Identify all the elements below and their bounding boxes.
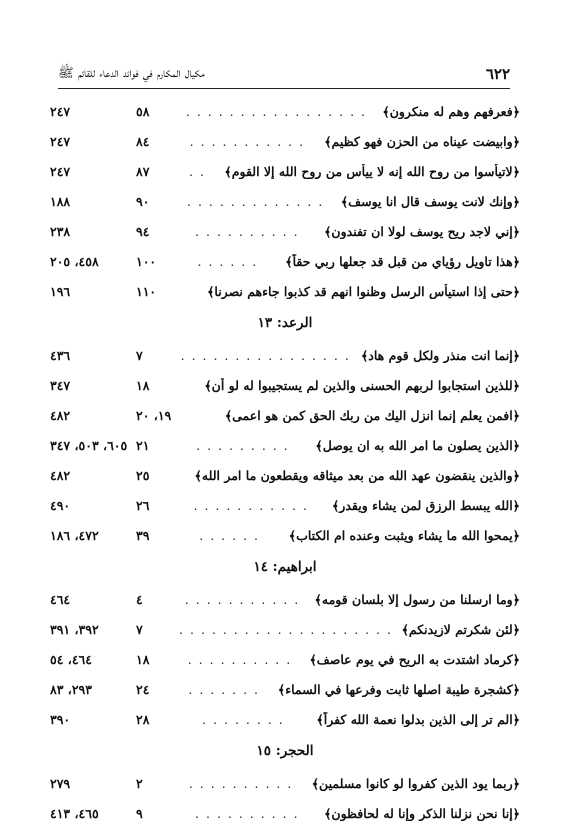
index-row xyxy=(50,370,520,400)
index-row xyxy=(50,246,520,276)
index-row xyxy=(50,768,520,798)
verse-entry xyxy=(136,776,520,791)
page-references: ٣٤٧ xyxy=(50,377,71,393)
verse-text: ﴿الذين يصلون ما امر الله به ان يوصل﴾ xyxy=(315,437,520,453)
verse-number: ١١٠ xyxy=(136,283,157,299)
verse-text: ﴿يمحوا الله ما يشاء ويثبت وعنده ام الكتاب﴾ xyxy=(288,527,520,543)
leader-dots: . . . . . . . . xyxy=(202,711,285,727)
verse-number: ٩٠ xyxy=(136,193,150,209)
page-references: ٢٧٩ xyxy=(50,775,71,791)
page-references: ٢٤٧ xyxy=(50,103,71,119)
page-references: ٤٦٤ xyxy=(50,591,71,607)
index-row xyxy=(50,520,520,550)
leader-dots: . . . . . . . . . . . xyxy=(184,591,300,607)
verse-entry xyxy=(136,378,520,393)
index-row xyxy=(50,614,520,644)
verse-number: ١٩، ٢٠ xyxy=(136,407,172,423)
index-row xyxy=(50,644,520,674)
leader-dots: . . . . . . . . . . . . . xyxy=(187,193,324,209)
leader-dots: . . . . . . xyxy=(199,527,260,543)
verse-entry xyxy=(136,284,520,299)
verse-entry xyxy=(136,348,520,363)
verse-number: ٢٦ xyxy=(136,497,150,513)
verse-number: ٨٤ xyxy=(136,133,150,149)
leader-dots: . . . . . . . . . . xyxy=(187,651,292,667)
surah-heading: الحجر: ١٥ xyxy=(256,743,314,759)
verse-entry xyxy=(136,104,520,119)
verse-text: ﴿هذا تاويل رؤياي من قبل قد جعلها ربي حقاً﴾ xyxy=(285,253,520,269)
verse-entry xyxy=(136,592,520,607)
verse-text: ﴿حتى إذا استيأس الرسل وظنوا انهم قد كذبوا جاءهم نصرنا﴾ xyxy=(207,283,520,299)
leader-dots: . . . . . . . . . . . . . . . . xyxy=(180,347,351,363)
leader-dots: . . . . . . . . . . xyxy=(195,805,300,821)
index-row xyxy=(50,490,520,520)
page-references: ٤٣٦ xyxy=(50,347,71,363)
page-references: ٤٥٨، ٢٠٥ xyxy=(50,253,99,269)
page-references: ٤٨٢ xyxy=(50,407,71,423)
leader-dots: . . xyxy=(189,163,206,179)
leader-dots: . . . . . . . . . . . . . . . . . . . . xyxy=(179,621,393,637)
verse-entry xyxy=(136,438,520,453)
page-references: ٢٤٧ xyxy=(50,133,71,149)
page-references: ١٩٦ xyxy=(50,283,71,299)
verse-entry xyxy=(136,622,520,637)
verse-entry xyxy=(136,164,520,179)
page-references: ٢٣٨ xyxy=(50,223,71,239)
index-row xyxy=(50,674,520,704)
verse-text: ﴿فعرفهم وهم له منكرون﴾ xyxy=(382,103,520,119)
verse-entry xyxy=(136,408,520,423)
leader-dots: . . . . . . . . . . xyxy=(188,775,293,791)
surah-heading: الرعد: ١٣ xyxy=(257,315,313,331)
page-references: ١٨٨ xyxy=(50,193,71,209)
leader-dots: . . . . . . xyxy=(197,253,258,269)
page-references: ٤٧٢، ١٨٦ xyxy=(50,527,99,543)
verse-entry xyxy=(136,224,520,239)
page-header xyxy=(58,60,510,89)
verse-number: ٢٨ xyxy=(136,711,150,727)
verse-number: ٣٩ xyxy=(136,527,150,543)
page-references: ٤٨٢ xyxy=(50,467,71,483)
verse-number: ٤ xyxy=(136,591,143,607)
verse-text: ﴿الم تر إلى الذين بدلوا نعمة الله كفراً﴾ xyxy=(316,711,520,727)
page-references: ٦٠٥، ٥٠٣، ٣٤٧ xyxy=(50,437,128,453)
index-row xyxy=(50,340,520,370)
page-references: ٣٩٢، ٣٩١ xyxy=(50,621,99,637)
index-row xyxy=(50,156,520,186)
verse-number: ٩٤ xyxy=(136,223,150,239)
verse-number: ١٨ xyxy=(136,377,150,393)
verse-text: ﴿كرماد اشتدت به الريح في يوم عاصف﴾ xyxy=(309,651,520,667)
leader-dots: . . . . . . . . . . . . . . . . . xyxy=(185,103,367,119)
verse-text: ﴿افمن يعلم إنما انزل اليك من ربك الحق كمن هو اعمى﴾ xyxy=(224,407,520,423)
verse-number: ٢٥ xyxy=(136,467,150,483)
verse-number: ٥٨ xyxy=(136,103,150,119)
verse-text: ﴿إنا نحن نزلنا الذكر وإنا له لحافظون﴾ xyxy=(324,805,520,821)
verse-entry xyxy=(136,682,520,697)
verse-entry xyxy=(136,652,520,667)
verse-entry xyxy=(136,194,520,209)
index-row xyxy=(50,216,520,246)
index-row xyxy=(50,276,520,306)
leader-dots: . . . . . . . . . . . xyxy=(193,497,309,513)
page-number: ٦٢٢ xyxy=(485,65,510,83)
verse-number: ٢١ xyxy=(136,437,150,453)
leader-dots: . . . . . . . xyxy=(188,681,260,697)
page-references: ٢٩٣، ٨٣ xyxy=(50,681,92,697)
verse-index xyxy=(50,96,520,828)
verse-number: ٧ xyxy=(136,347,143,363)
leader-dots: . . . . . . . . . . xyxy=(195,223,300,239)
verse-text: ﴿وابيضت عيناه من الحزن فهو كظيم﴾ xyxy=(324,133,520,149)
index-row xyxy=(50,584,520,614)
page-references: ٤٦٥، ٤١٣ xyxy=(50,805,99,821)
page-references: ٤٩٠ xyxy=(50,497,71,513)
leader-dots: . . . . . . . . . xyxy=(196,437,290,453)
verse-entry xyxy=(136,498,520,513)
index-row xyxy=(50,798,520,828)
verse-text: ﴿للذين استجابوا لربهم الحسنى والذين لم يستجيبوا له لو أن﴾ xyxy=(204,377,520,393)
leader-dots: . . . . . . . . . . . xyxy=(189,133,305,149)
page-references: ٢٤٧ xyxy=(50,163,71,179)
verse-number: ٧ xyxy=(136,621,143,637)
verse-text: ﴿لاتيأسوا من روح الله إنه لا ييأس من روح الله إلا القوم﴾ xyxy=(224,163,520,179)
index-row xyxy=(50,400,520,430)
book-title: مكيال المكارم في فوائد الدعاء للقائم ﷺ xyxy=(58,65,205,81)
verse-number: ٨٧ xyxy=(136,163,150,179)
page-references: ٤٦٤، ٥٤ xyxy=(50,651,92,667)
verse-entry xyxy=(136,806,520,821)
verse-text: ﴿لئن شكرتم لازيدنكم﴾ xyxy=(401,621,520,637)
verse-entry xyxy=(136,468,520,483)
index-row xyxy=(50,430,520,460)
index-row xyxy=(50,126,520,156)
index-row xyxy=(50,186,520,216)
verse-number: ١٠٠ xyxy=(136,253,157,269)
index-row xyxy=(50,96,520,126)
verse-text: ﴿إني لاجد ريح يوسف لولا ان تفندون﴾ xyxy=(324,223,520,239)
verse-text: ﴿وإنك لانت يوسف قال انا يوسف﴾ xyxy=(340,193,520,209)
verse-number: ٩ xyxy=(136,805,143,821)
verse-entry xyxy=(136,528,520,543)
verse-text: ﴿كشجرة طيبة اصلها ثابت وفرعها في السماء﴾ xyxy=(277,681,520,697)
verse-entry xyxy=(136,254,520,269)
verse-text: ﴿الله يبسط الرزق لمن يشاء ويقدر﴾ xyxy=(331,497,520,513)
verse-text: ﴿والذين ينقضون عهد الله من بعد ميثاقه ويقطعون ما امر الله﴾ xyxy=(194,467,520,483)
index-row xyxy=(50,460,520,490)
index-row xyxy=(50,704,520,734)
verse-entry xyxy=(136,134,520,149)
page-references: ٣٩٠ xyxy=(50,711,71,727)
verse-text: ﴿ربما يود الذين كفروا لو كانوا مسلمين﴾ xyxy=(311,775,520,791)
surah-heading: ابراهيم: ١٤ xyxy=(253,559,317,575)
verse-text: ﴿وما ارسلنا من رسول إلا بلسان قومه﴾ xyxy=(314,591,520,607)
verse-number: ١٨ xyxy=(136,651,150,667)
verse-entry xyxy=(136,712,520,727)
verse-number: ٢٤ xyxy=(136,681,150,697)
verse-number: ٢ xyxy=(136,775,143,791)
verse-text: ﴿إنما انت منذر ولكل قوم هاد﴾ xyxy=(360,347,520,363)
